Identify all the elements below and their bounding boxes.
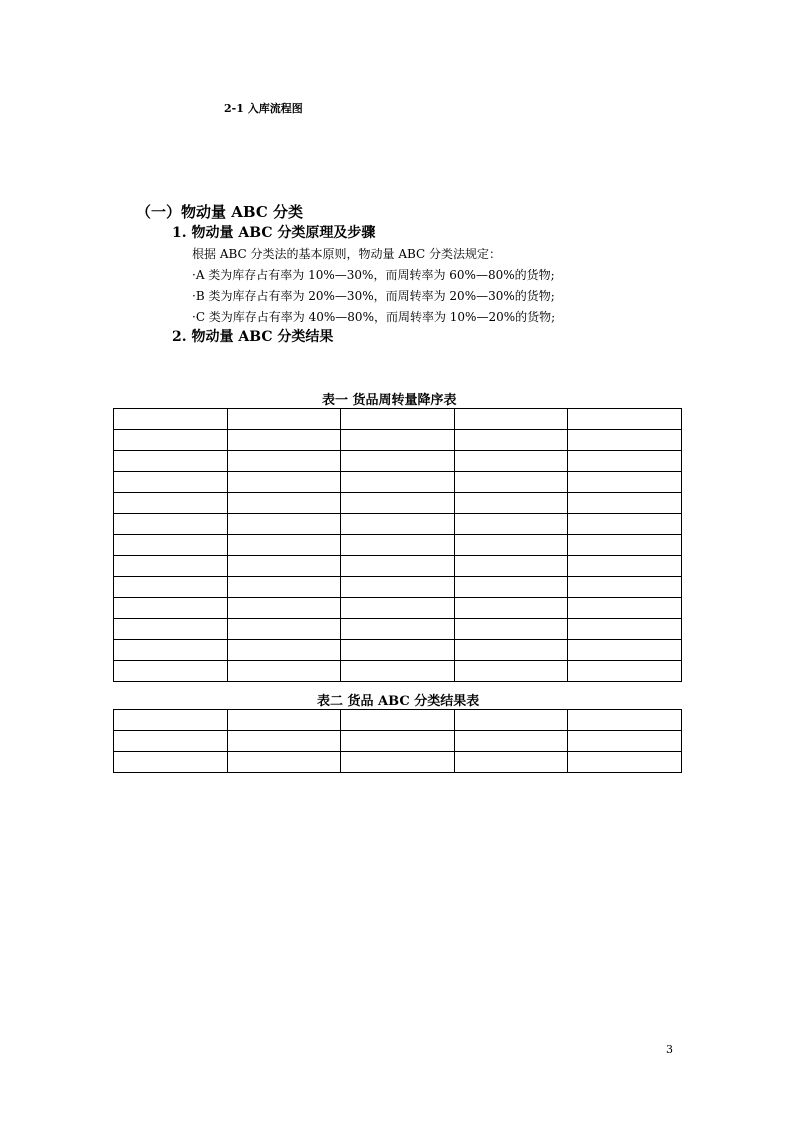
table2-caption: 表二 货品 ABC 分类结果表: [317, 694, 480, 709]
table1-caption: 表一 货品周转量降序表: [322, 393, 457, 408]
table-cell: [454, 731, 568, 752]
table-cell: [114, 731, 228, 752]
table-cell: [114, 493, 228, 514]
page-number: 3: [666, 1043, 673, 1056]
table-row: [114, 451, 682, 472]
table-row: [114, 731, 682, 752]
subsection-heading-2: 2. 物动量 ABC 分类结果: [172, 329, 334, 345]
table-cell: [227, 619, 341, 640]
table-cell: [227, 661, 341, 682]
table-cell: [568, 430, 682, 451]
abc-result-table: [113, 709, 682, 773]
table-cell: [454, 493, 568, 514]
table-row: [114, 535, 682, 556]
table-cell: [454, 409, 568, 430]
table-cell: [227, 710, 341, 731]
table-cell: [341, 577, 455, 598]
table-row: [114, 710, 682, 731]
table-row: [114, 619, 682, 640]
table-cell: [227, 577, 341, 598]
table-cell: [454, 710, 568, 731]
table-cell: [568, 493, 682, 514]
table-cell: [114, 472, 228, 493]
table-cell: [227, 451, 341, 472]
table-cell: [114, 619, 228, 640]
table-cell: [114, 556, 228, 577]
table-cell: [114, 640, 228, 661]
table-cell: [227, 556, 341, 577]
table-cell: [454, 752, 568, 773]
table-cell: [114, 535, 228, 556]
bullet-class-c: ·C 类为库存占有率为 40%—80%，而周转率为 10%—20%的货物;: [192, 310, 556, 324]
table-cell: [568, 514, 682, 535]
table-cell: [341, 514, 455, 535]
table-cell: [454, 535, 568, 556]
table-cell: [341, 535, 455, 556]
table-cell: [568, 731, 682, 752]
table-cell: [341, 472, 455, 493]
table-cell: [114, 710, 228, 731]
table-cell: [341, 598, 455, 619]
table-row: [114, 752, 682, 773]
table-cell: [568, 451, 682, 472]
subsection-heading-1: 1. 物动量 ABC 分类原理及步骤: [172, 225, 376, 241]
table-row: [114, 493, 682, 514]
table-row: [114, 661, 682, 682]
table-cell: [227, 430, 341, 451]
table-cell: [454, 514, 568, 535]
table-cell: [341, 640, 455, 661]
table-cell: [227, 731, 341, 752]
table-row: [114, 472, 682, 493]
table-cell: [454, 556, 568, 577]
table-cell: [568, 577, 682, 598]
table-cell: [114, 598, 228, 619]
table-cell: [568, 472, 682, 493]
table-row: [114, 556, 682, 577]
bullet-class-b: ·B 类为库存占有率为 20%—30%，而周转率为 20%—30%的货物;: [192, 289, 555, 303]
table-cell: [568, 661, 682, 682]
table-cell: [341, 710, 455, 731]
table-row: [114, 640, 682, 661]
figure-caption: 2-1 入库流程图: [224, 102, 303, 115]
table-cell: [341, 661, 455, 682]
table-cell: [568, 752, 682, 773]
table-cell: [568, 598, 682, 619]
table-cell: [114, 661, 228, 682]
table-cell: [454, 472, 568, 493]
table-cell: [568, 619, 682, 640]
turnover-descending-table: [113, 408, 682, 682]
bullet-class-a: ·A 类为库存占有率为 10%—30%，而周转率为 60%—80%的货物;: [192, 268, 555, 282]
table-cell: [341, 556, 455, 577]
table-cell: [341, 493, 455, 514]
table-row: [114, 514, 682, 535]
table-cell: [568, 640, 682, 661]
table-cell: [341, 430, 455, 451]
table-cell: [568, 409, 682, 430]
table-cell: [341, 619, 455, 640]
table-cell: [114, 514, 228, 535]
table-cell: [568, 535, 682, 556]
table-cell: [114, 451, 228, 472]
table-cell: [454, 451, 568, 472]
table-cell: [341, 451, 455, 472]
table-cell: [227, 493, 341, 514]
table-cell: [454, 640, 568, 661]
table-cell: [454, 619, 568, 640]
table-row: [114, 409, 682, 430]
table-cell: [114, 577, 228, 598]
table-row: [114, 598, 682, 619]
table-cell: [568, 556, 682, 577]
table-row: [114, 430, 682, 451]
table-cell: [227, 514, 341, 535]
table-cell: [227, 598, 341, 619]
table-row: [114, 577, 682, 598]
table-cell: [227, 535, 341, 556]
table-cell: [114, 409, 228, 430]
table-cell: [454, 598, 568, 619]
table-cell: [454, 577, 568, 598]
table-cell: [227, 752, 341, 773]
table-cell: [341, 731, 455, 752]
table-cell: [568, 710, 682, 731]
table-cell: [454, 661, 568, 682]
table-cell: [227, 409, 341, 430]
table-cell: [114, 752, 228, 773]
table-cell: [341, 409, 455, 430]
table-cell: [114, 430, 228, 451]
section-heading: （一）物动量 ABC 分类: [136, 203, 303, 221]
table-cell: [227, 640, 341, 661]
table-cell: [227, 472, 341, 493]
table-cell: [454, 430, 568, 451]
paragraph-intro: 根据 ABC 分类法的基本原则，物动量 ABC 分类法规定：: [192, 247, 502, 261]
table-cell: [341, 752, 455, 773]
